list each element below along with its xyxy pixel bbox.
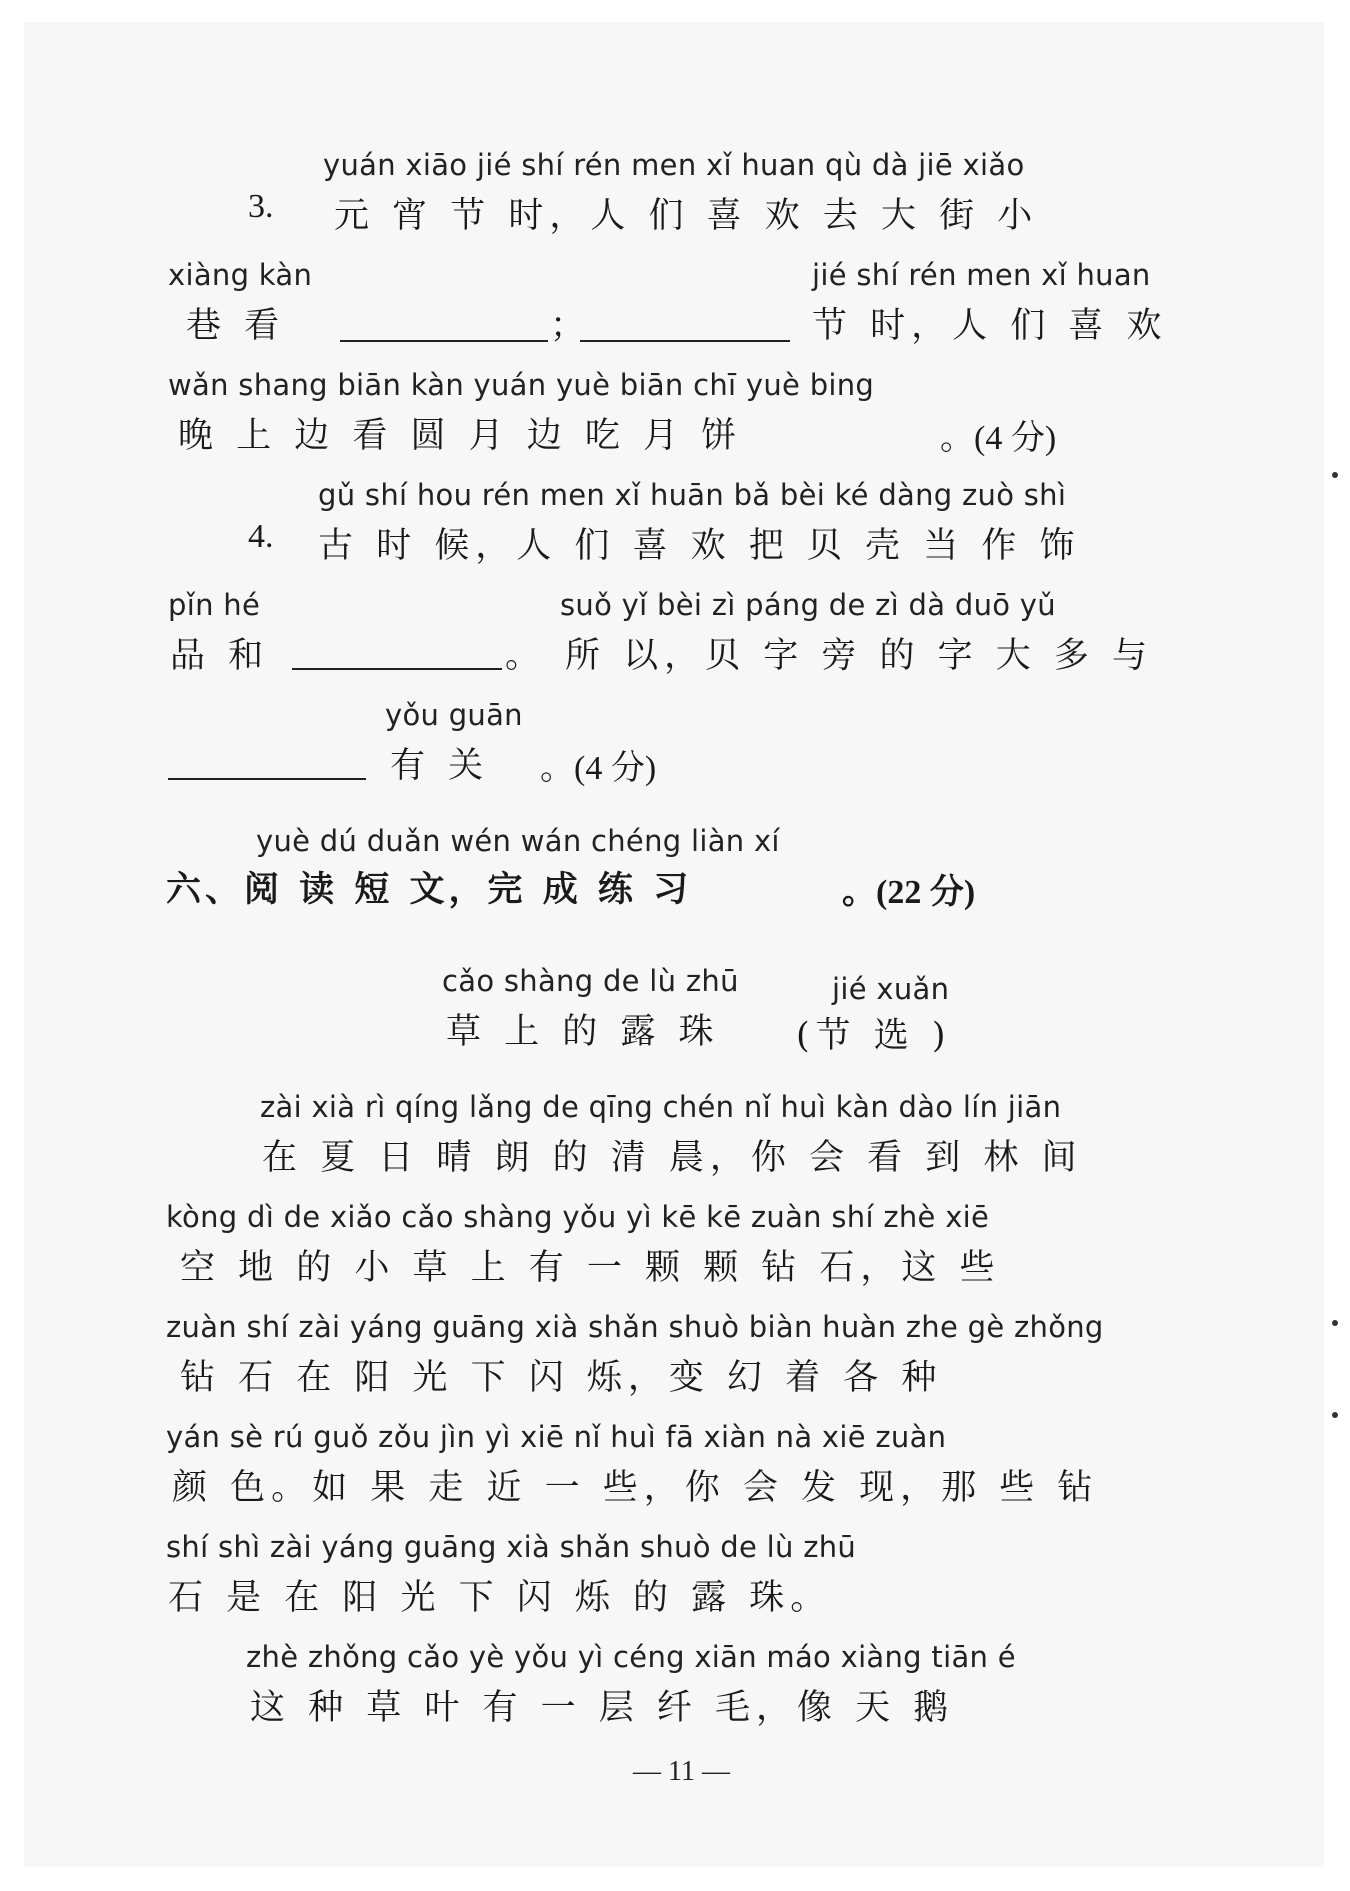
q4-line3-text: 有 关 xyxy=(390,746,490,786)
q3-line1-text: 元 宵 节 时，人 们 喜 欢 去 大 街 小 xyxy=(334,196,1039,236)
passage-line3-text: 钻 石 在 阳 光 下 闪 烁，变 幻 着 各 种 xyxy=(180,1358,943,1398)
q3-line1-pinyin: yuán xiāo jié shí rén men xǐ huan qù dà jiē xiǎo xyxy=(323,148,1025,182)
q4-line2-pinyin-b: suǒ yǐ bèi zì páng de zì dà duō yǔ xyxy=(560,588,1056,622)
q4-answer-blank-2[interactable] xyxy=(168,778,366,780)
page-number: — 11 — xyxy=(633,1756,730,1787)
q4-line2-text-a: 品 和 xyxy=(170,636,270,676)
section6-pinyin: yuè dú duǎn wén wán chéng liàn xí xyxy=(256,824,780,858)
q3-line2-pinyin-b: jié shí rén men xǐ huan xyxy=(812,258,1151,292)
passage-line2-text: 空 地 的 小 草 上 有 一 颗 颗 钻 石，这 些 xyxy=(180,1248,1001,1288)
q4-line1-pinyin: gǔ shí hou rén men xǐ huān bǎ bèi ké dàng zuò shì xyxy=(318,478,1067,512)
q3-answer-blank-2[interactable] xyxy=(580,340,790,342)
section6-heading: 六、阅 读 短 文，完 成 练 习 xyxy=(166,869,693,910)
q3-score: 。(4 分) xyxy=(940,420,1057,457)
q3-number: 3. xyxy=(248,188,274,225)
passage-line1-text: 在 夏 日 晴 朗 的 清 晨，你 会 看 到 林 间 xyxy=(262,1138,1083,1178)
passage-line4-text: 颜 色。如 果 走 近 一 些，你 会 发 现，那 些 钻 xyxy=(172,1468,1099,1508)
section6-score: 。(22 分) xyxy=(842,874,976,911)
passage-line6-text: 这 种 草 叶 有 一 层 纤 毛，像 天 鹅 xyxy=(250,1688,955,1728)
passage-title-pinyin-b: jié xuǎn xyxy=(832,972,950,1006)
q3-line2-text-a: 巷 看 xyxy=(186,306,286,346)
q4-period: 。 xyxy=(505,636,541,676)
q4-line2-pinyin-a: pǐn hé xyxy=(168,588,261,622)
q4-answer-blank-1[interactable] xyxy=(292,668,502,670)
margin-dot xyxy=(1332,1320,1338,1326)
passage-title-pinyin-a: cǎo shàng de lù zhū xyxy=(442,964,739,998)
q4-score: 。(4 分) xyxy=(540,750,657,787)
q3-line3-pinyin: wǎn shang biān kàn yuán yuè biān chī yuè bing xyxy=(168,368,875,402)
q4-line1-text: 古 时 候，人 们 喜 欢 把 贝 壳 当 作 饰 xyxy=(318,526,1081,566)
passage-line5-pinyin: shí shì zài yáng guāng xià shǎn shuò de lù zhū xyxy=(166,1530,857,1564)
q4-line2-text-b: 所 以，贝 字 旁 的 字 大 多 与 xyxy=(565,636,1154,676)
q3-semicolon: ； xyxy=(550,306,586,346)
q3-line2-text-b: 节 时，人 们 喜 欢 xyxy=(812,306,1168,346)
q3-answer-blank-1[interactable] xyxy=(340,340,548,342)
passage-title: 草 上 的 露 珠 xyxy=(446,1012,720,1052)
q4-number: 4. xyxy=(248,518,274,555)
passage-line1-pinyin: zài xià rì qíng lǎng de qīng chén nǐ huì kàn dào lín jiān xyxy=(260,1090,1062,1124)
margin-dot xyxy=(1332,1412,1338,1418)
passage-line6-pinyin: zhè zhǒng cǎo yè yǒu yì céng xiān máo xiàng tiān é xyxy=(246,1640,1016,1674)
passage-line3-pinyin: zuàn shí zài yáng guāng xià shǎn shuò biàn huàn zhe gè zhǒng xyxy=(166,1310,1104,1344)
margin-dot xyxy=(1332,472,1338,478)
q4-line3-pinyin: yǒu guān xyxy=(385,698,523,732)
passage-line4-pinyin: yán sè rú guǒ zǒu jìn yì xiē nǐ huì fā xiàn nà xiē zuàn xyxy=(166,1420,947,1454)
passage-title-note: (节 选 ) xyxy=(796,1016,952,1056)
passage-line5-text: 石 是 在 阳 光 下 闪 烁 的 露 珠。 xyxy=(168,1578,832,1618)
q3-line3-text: 晚 上 边 看 圆 月 边 吃 月 饼 xyxy=(178,416,743,456)
passage-line2-pinyin: kòng dì de xiǎo cǎo shàng yǒu yì kē kē zuàn shí zhè xiē xyxy=(166,1200,990,1234)
q3-line2-pinyin-a: xiàng kàn xyxy=(168,258,313,292)
